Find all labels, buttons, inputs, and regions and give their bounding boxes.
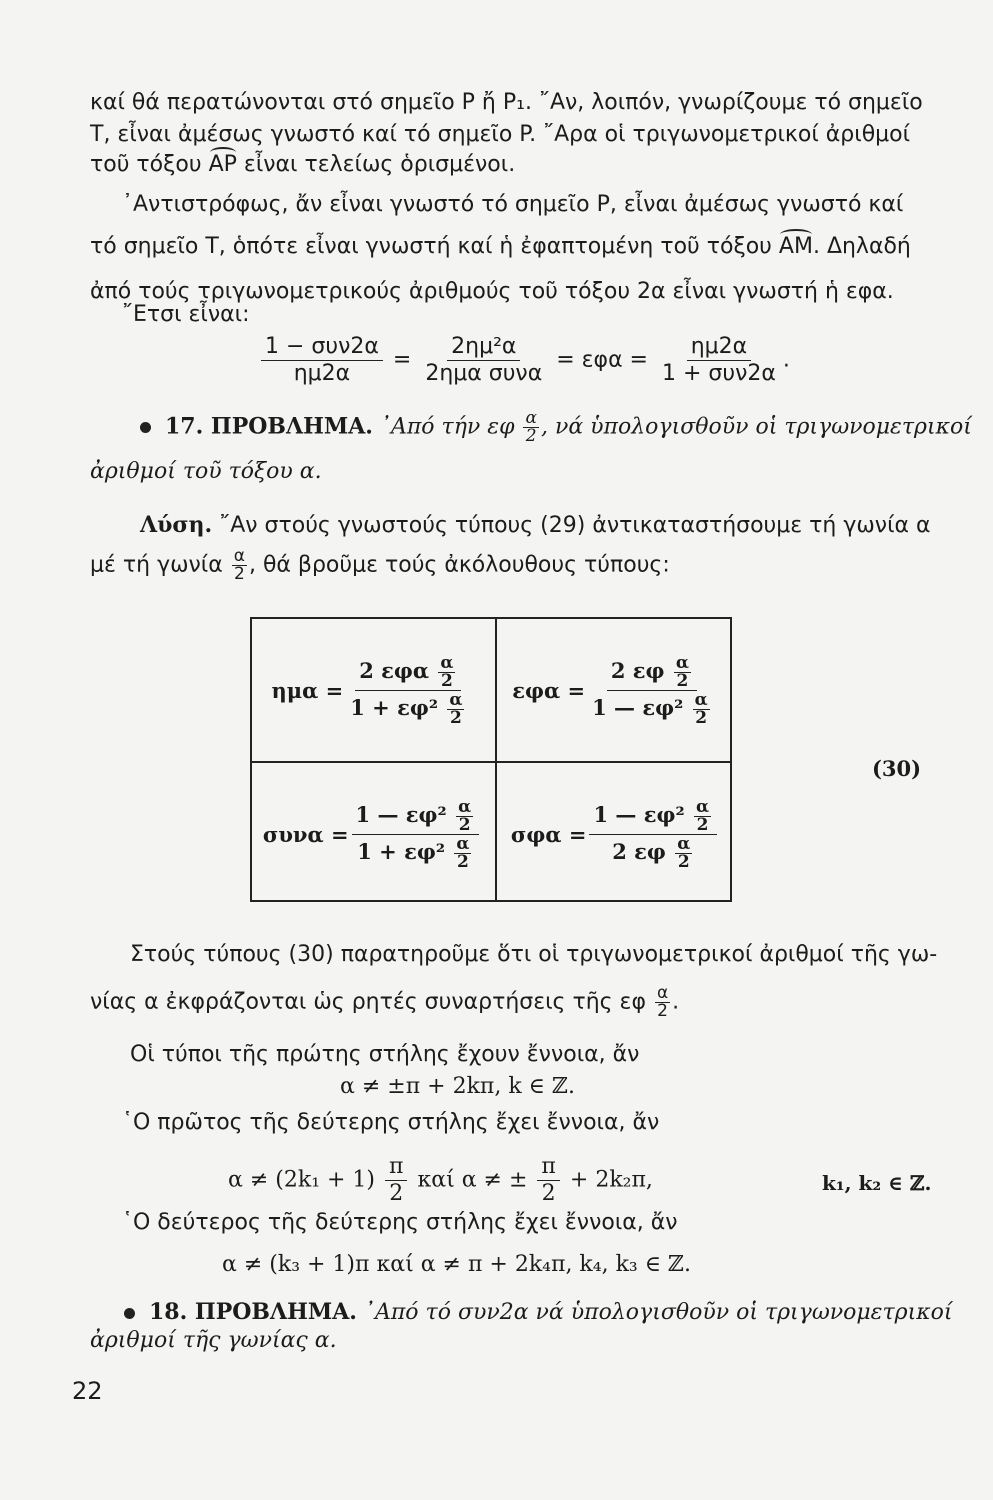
solution-label: Λύση.: [140, 512, 213, 538]
denominator: 2: [456, 851, 469, 872]
text-line: ᾿Αντιστρόφως, ἄν εἶναι γνωστό τό σημεῖο P, εἶναι ἀμέσως γνωστό καί: [122, 192, 904, 217]
text-fragment: μέ τή γωνία: [90, 552, 223, 578]
numerator: [355, 654, 461, 691]
bullet-icon: [124, 1308, 135, 1319]
text-line: [90, 548, 670, 583]
cell-sin: [252, 619, 493, 761]
text-line: ῾Ο δεύτερος τῆς δεύτερης στήλης ἔχει ἔννοια, ἄν: [122, 1210, 678, 1235]
text-line: καί θά περατώνονται στό σημεῖο P ἤ P₁. ῎Αν, λοιπόν, γνωρίζουμε τό σημεῖο: [90, 90, 923, 115]
numerator: α: [458, 796, 472, 817]
lhs: σφα =: [510, 821, 587, 847]
fraction: [588, 654, 716, 727]
half-fraction: [675, 833, 692, 872]
formula: [228, 1154, 653, 1207]
text-line: T, εἶναι ἀμέσως γνωστό καί τό σημεῖο P. ῎Αρα οἱ τριγωνομετρικοί ἀριθμοί: [90, 122, 911, 147]
formula: [258, 334, 790, 387]
half-fraction: [447, 689, 464, 728]
denominator: [353, 835, 477, 871]
text-fragment: νίας α ἐκφράζονται ὡς ρητές συναρτήσεις τῆς εφ: [90, 989, 646, 1015]
problem-label: 17. ΠΡΟΒΛΗΜΑ.: [165, 413, 373, 440]
half-fraction: [694, 796, 711, 835]
text-fragment: ῎Αν στούς γνωστούς τύπους (29) ἀντικαταστήσουμε τή γωνία α: [219, 513, 931, 538]
term: 2 εφ: [610, 657, 665, 683]
text-fragment: εἶναι τελείως ὁρισμένοι.: [243, 152, 516, 177]
fraction: [523, 410, 538, 445]
numerator: [607, 654, 697, 691]
fraction: [385, 1154, 407, 1207]
text-line: Οἱ τύποι τῆς πρώτης στήλης ἔχουν ἔννοια, ἄν: [130, 1042, 640, 1067]
fraction: [346, 654, 470, 727]
text-line: ῎Ετσι εἶναι:: [122, 302, 250, 327]
denominator: [346, 691, 470, 727]
numerator: α: [440, 652, 454, 673]
numerator: π: [537, 1154, 559, 1181]
numerator: 2ημ²α: [447, 334, 520, 361]
numerator: π: [385, 1154, 407, 1181]
numerator: α: [456, 833, 470, 854]
problem-heading: [124, 1297, 953, 1328]
numerator: α: [449, 689, 463, 710]
denominator: 2: [541, 1181, 556, 1206]
numerator: α: [675, 652, 689, 673]
denominator: 2ημα συνα: [425, 361, 543, 386]
set-label: k₁, k₂ ∈ ℤ.: [822, 1171, 932, 1195]
term: 1 + εφ²: [350, 694, 439, 720]
fraction: [232, 548, 247, 583]
lhs: ημα =: [271, 677, 344, 703]
term: 2 εφα: [359, 657, 430, 683]
text-line: [90, 985, 679, 1020]
text-line: Στούς τύπους (30) παρατηροῦμε ὅτι οἱ τριγωνομετρικοί ἀριθμοί τῆς γω-: [130, 942, 938, 967]
numerator: [352, 798, 480, 835]
text-fragment: τοῦ τόξου: [90, 152, 202, 177]
fraction: [352, 798, 480, 871]
half-fraction: [674, 652, 691, 691]
denominator: 2: [441, 670, 453, 691]
text-line: ἀριθμοί τοῦ τόξου α.: [90, 459, 322, 484]
text-fragment: καί α ≠ ±: [417, 1167, 528, 1193]
lhs: συνα =: [262, 821, 349, 847]
text-fragment: ᾿Από τήν εφ: [379, 414, 515, 440]
cell-tan: [495, 619, 736, 761]
fraction: [655, 985, 670, 1020]
numerator: [589, 798, 717, 835]
denominator: 2: [458, 814, 471, 835]
cell-cos: [252, 763, 493, 905]
denominator: 2: [676, 670, 689, 691]
denominator: [608, 835, 698, 871]
text-fragment: , θά βροῦμε τούς ἀκόλουθους τύπους:: [248, 552, 670, 578]
bullet-icon: [140, 422, 151, 433]
half-fraction: [454, 833, 471, 872]
cell-cot: [495, 763, 736, 905]
denominator: 2: [696, 814, 709, 835]
text-fragment: α ≠ (2k₁ + 1): [228, 1167, 376, 1193]
text-line: [90, 150, 515, 180]
half-fraction: [693, 689, 710, 728]
numerator: α: [233, 546, 245, 566]
arc-symbol: AM: [779, 232, 813, 262]
text-line: [90, 232, 911, 262]
text-line: ἀπό τούς τριγωνομετρικούς ἀριθμούς τοῦ τόξου 2α εἶναι γνωστή ἡ εφα.: [90, 279, 894, 304]
text-fragment: τό σημεῖο T, ὁπότε εἶναι γνωστή καί ἡ ἐφαπτομένη τοῦ τόξου: [90, 234, 772, 259]
problem-label: 18. ΠΡΟΒΛΗΜΑ.: [149, 1299, 357, 1325]
term: 2 εφ: [612, 838, 666, 864]
denominator: 2: [525, 426, 537, 446]
numerator: ημ2α: [687, 334, 751, 361]
denominator: 2: [657, 1001, 668, 1021]
fraction: [537, 1154, 559, 1207]
formula: α ≠ ±π + 2kπ, k ∈ ℤ.: [340, 1074, 576, 1099]
denominator: 1 + συν2α: [662, 361, 776, 386]
solution-line: [140, 510, 931, 541]
fraction: [261, 334, 383, 387]
denominator: ημ2α: [293, 361, 351, 386]
lhs: εφα =: [512, 677, 586, 703]
denominator: [588, 691, 716, 727]
numerator: α: [525, 408, 537, 428]
denominator: 2: [695, 707, 708, 728]
half-fraction: [438, 652, 455, 691]
term: 1 + εφ²: [357, 838, 446, 864]
text-line: ἀριθμοί τῆς γωνίας α.: [90, 1328, 337, 1353]
text-fragment: .: [672, 989, 680, 1015]
term: 1 — εφ²: [355, 801, 447, 827]
text-line: ῾Ο πρῶτος τῆς δεύτερης στήλης ἔχει ἔννοια, ἄν: [122, 1110, 660, 1135]
text-fragment: . Δηλαδή: [812, 234, 911, 259]
numerator: α: [695, 796, 710, 817]
numerator: α: [656, 983, 669, 1003]
text-fragment: = εφα =: [556, 347, 648, 373]
formula-table: [250, 617, 732, 902]
denominator: 2: [449, 707, 462, 728]
half-fraction: [456, 796, 473, 835]
denominator: 2: [233, 564, 245, 584]
fraction: [589, 798, 717, 871]
problem-heading: [140, 410, 972, 445]
numerator: 1 − συν2α: [261, 334, 383, 361]
equals: =: [392, 347, 412, 373]
numerator: α: [677, 833, 691, 854]
text-fragment: , νά ὑπολογισθοῦν οἱ τριγωνομετρικοί: [540, 414, 972, 440]
text-fragment: .: [782, 347, 790, 373]
equation-number: (30): [872, 756, 922, 781]
fraction: [421, 334, 546, 387]
text-fragment: + 2k₂π,: [569, 1167, 653, 1193]
page-number: 22: [72, 1377, 103, 1405]
denominator: 2: [389, 1181, 404, 1206]
numerator: α: [694, 689, 708, 710]
fraction: [658, 334, 780, 387]
denominator: 2: [677, 851, 690, 872]
text-fragment: ᾿Από τό συν2α νά ὑπολογισθοῦν οἱ τριγωνομετρικοί: [363, 1300, 953, 1325]
term: 1 — εφ²: [592, 694, 684, 720]
term: 1 — εφ²: [593, 801, 685, 827]
arc-symbol: AP: [209, 150, 237, 180]
formula: α ≠ (k₃ + 1)π καί α ≠ π + 2k₄π, k₄, k₃ ∈ ℤ.: [222, 1252, 692, 1277]
